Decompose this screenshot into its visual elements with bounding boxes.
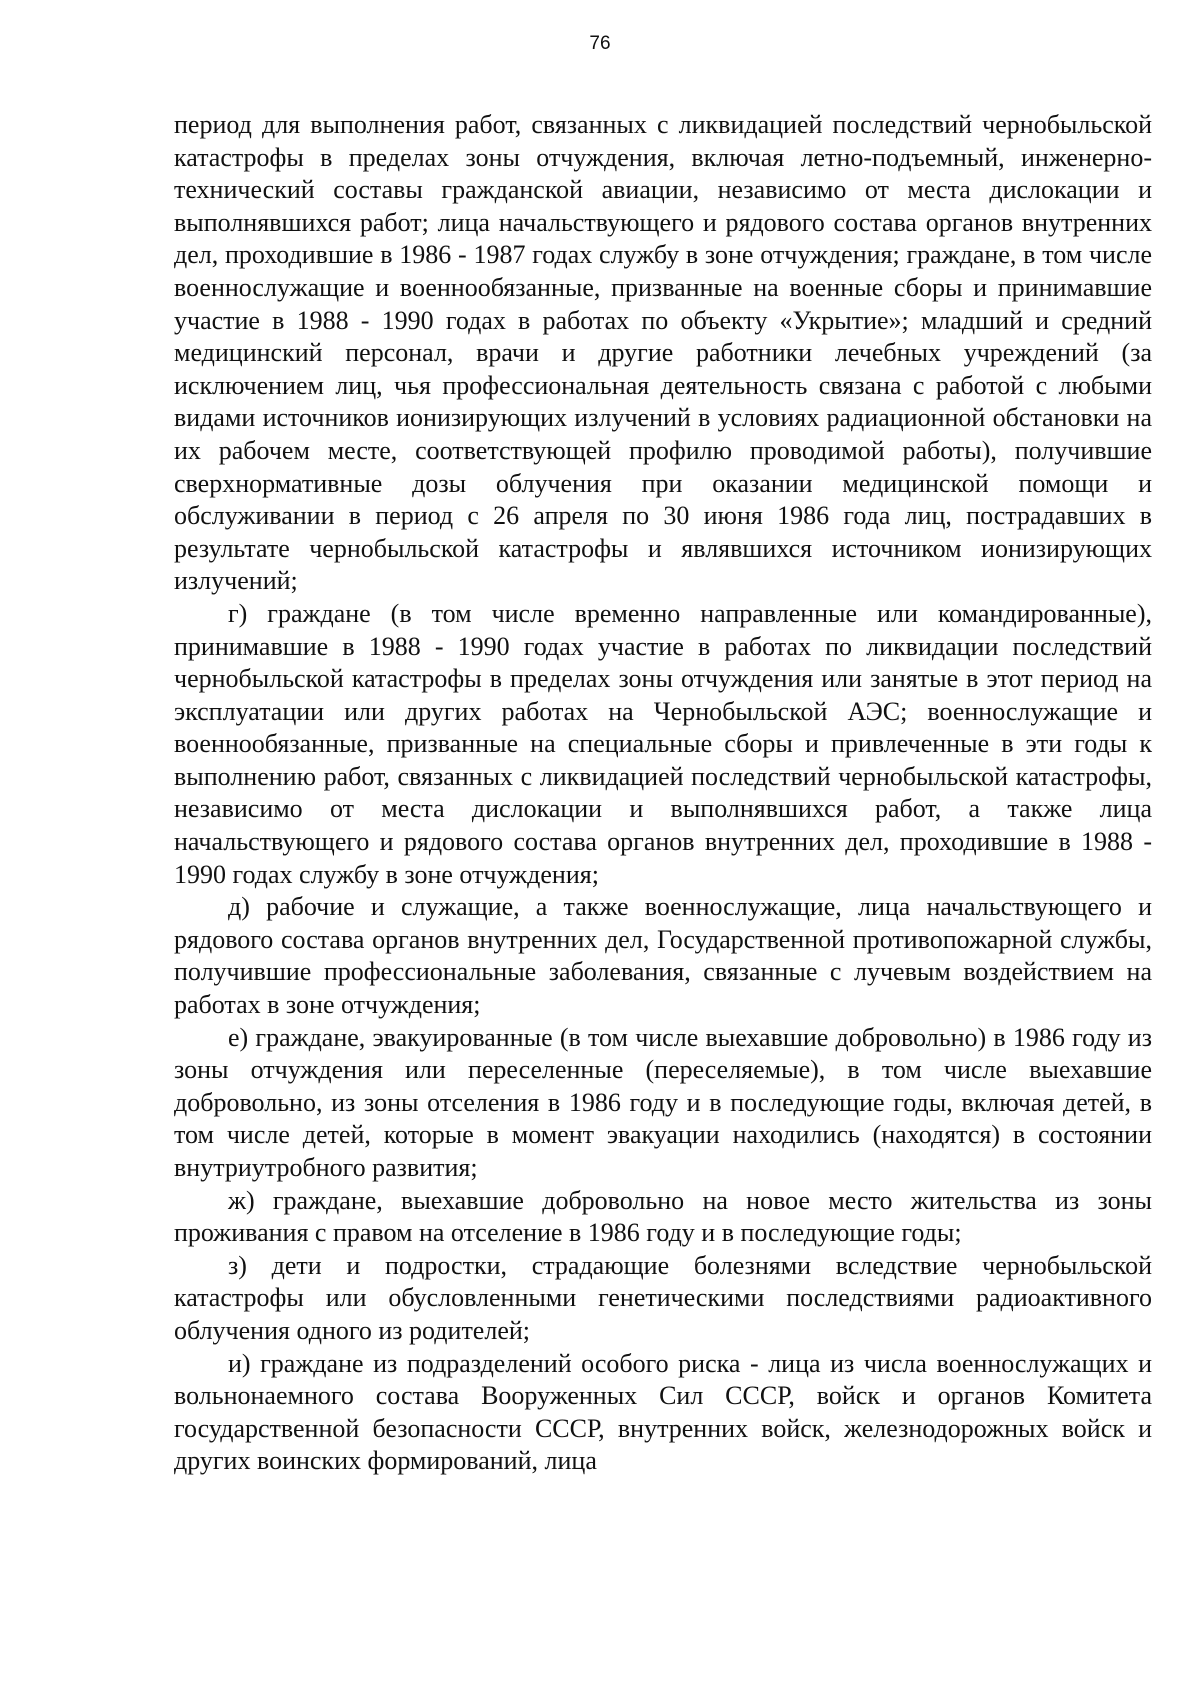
paragraph-item-zh: ж) граждане, выехавшие добровольно на новое место жительства из зоны проживания с правом на отселение в 1986 году и в последующие годы; xyxy=(174,1185,1152,1248)
page-number: 76 xyxy=(589,33,611,54)
paragraph-continuation: период для выполнения работ, связанных с ликвидацией последствий чернобыльской катастрофы в пределах зоны отчуждения, включая летно-подъемный, инженерно-технический составы гражданской авиации, независимо от места дислокации и выполнявшихся работ; лица начальствующего и рядового состава органов внутренних дел, проходившие в 1986 - 1987 годах службу в зоне отчуждения; граждане, в том числе военнослужащие и военнообязанные, призванные на военные сборы и принимавшие участие в 1988 - 1990 годах в работах по объекту «Укрытие»; младший и средний медицинский персонал, врачи и другие работники лечебных учреждений (за исключением лиц, чья профессиональная деятельность связана с работой с любыми видами источников ионизирующих излучений в условиях радиационной обстановки на их рабочем месте, соответствующей профилю проводимой работы), получившие сверхнормативные дозы облучения при оказании медицинской помощи и обслуживании в период с 26 апреля по 30 июня 1986 года лиц, пострадавших в результате чернобыльской катастрофы и являвшихся источником ионизирующих излучений; xyxy=(174,110,1152,596)
paragraph-item-i: и) граждане из подразделений особого риска - лица из числа военнослужащих и вольнонаемного состава Вооруженных Сил СССР, войск и органов Комитета государственной безопасности СССР, внутренних войск, железнодорожных войск и других воинских формирований, лица xyxy=(174,1348,1152,1476)
paragraph-item-d: д) рабочие и служащие, а также военнослужащие, лица начальствующего и рядового состава органов внутренних дел, Государственной противопожарной службы, получившие профессиональные заболевания, связанные с лучевым воздействием на работах в зоне отчуждения; xyxy=(174,892,1152,1020)
paragraph-item-g: г) граждане (в том числе временно направленные или командированные), принимавшие в 1988 - 1990 годах участие в работах по ликвидации последствий чернобыльской катастрофы в пределах зоны отчуждения или занятые в этот период на эксплуатации или других работах на Чернобыльской АЭС; военнослужащие и военнообязанные, призванные на специальные сборы и привлеченные в эти годы к выполнению работ, связанных с ликвидацией последствий чернобыльской катастрофы, независимо от места дислокации и выполнявшихся работ, а также лица начальствующего и рядового состава органов внутренних дел, проходившие в 1988 - 1990 годах службу в зоне отчуждения; xyxy=(174,598,1152,889)
paragraph-item-e: е) граждане, эвакуированные (в том числе выехавшие добровольно) в 1986 году из зоны отчуждения или переселенные (переселяемые), в том числе выехавшие добровольно, из зоны отселения в 1986 году и в последующие годы, включая детей, в том числе детей, которые в момент эвакуации находились (находятся) в состоянии внутриутробного развития; xyxy=(174,1022,1152,1182)
paragraph-item-z: з) дети и подростки, страдающие болезнями вследствие чернобыльской катастрофы или обусловленными генетическими последствиями радиоактивного облучения одного из родителей; xyxy=(174,1250,1152,1345)
document-body xyxy=(174,109,1152,1478)
